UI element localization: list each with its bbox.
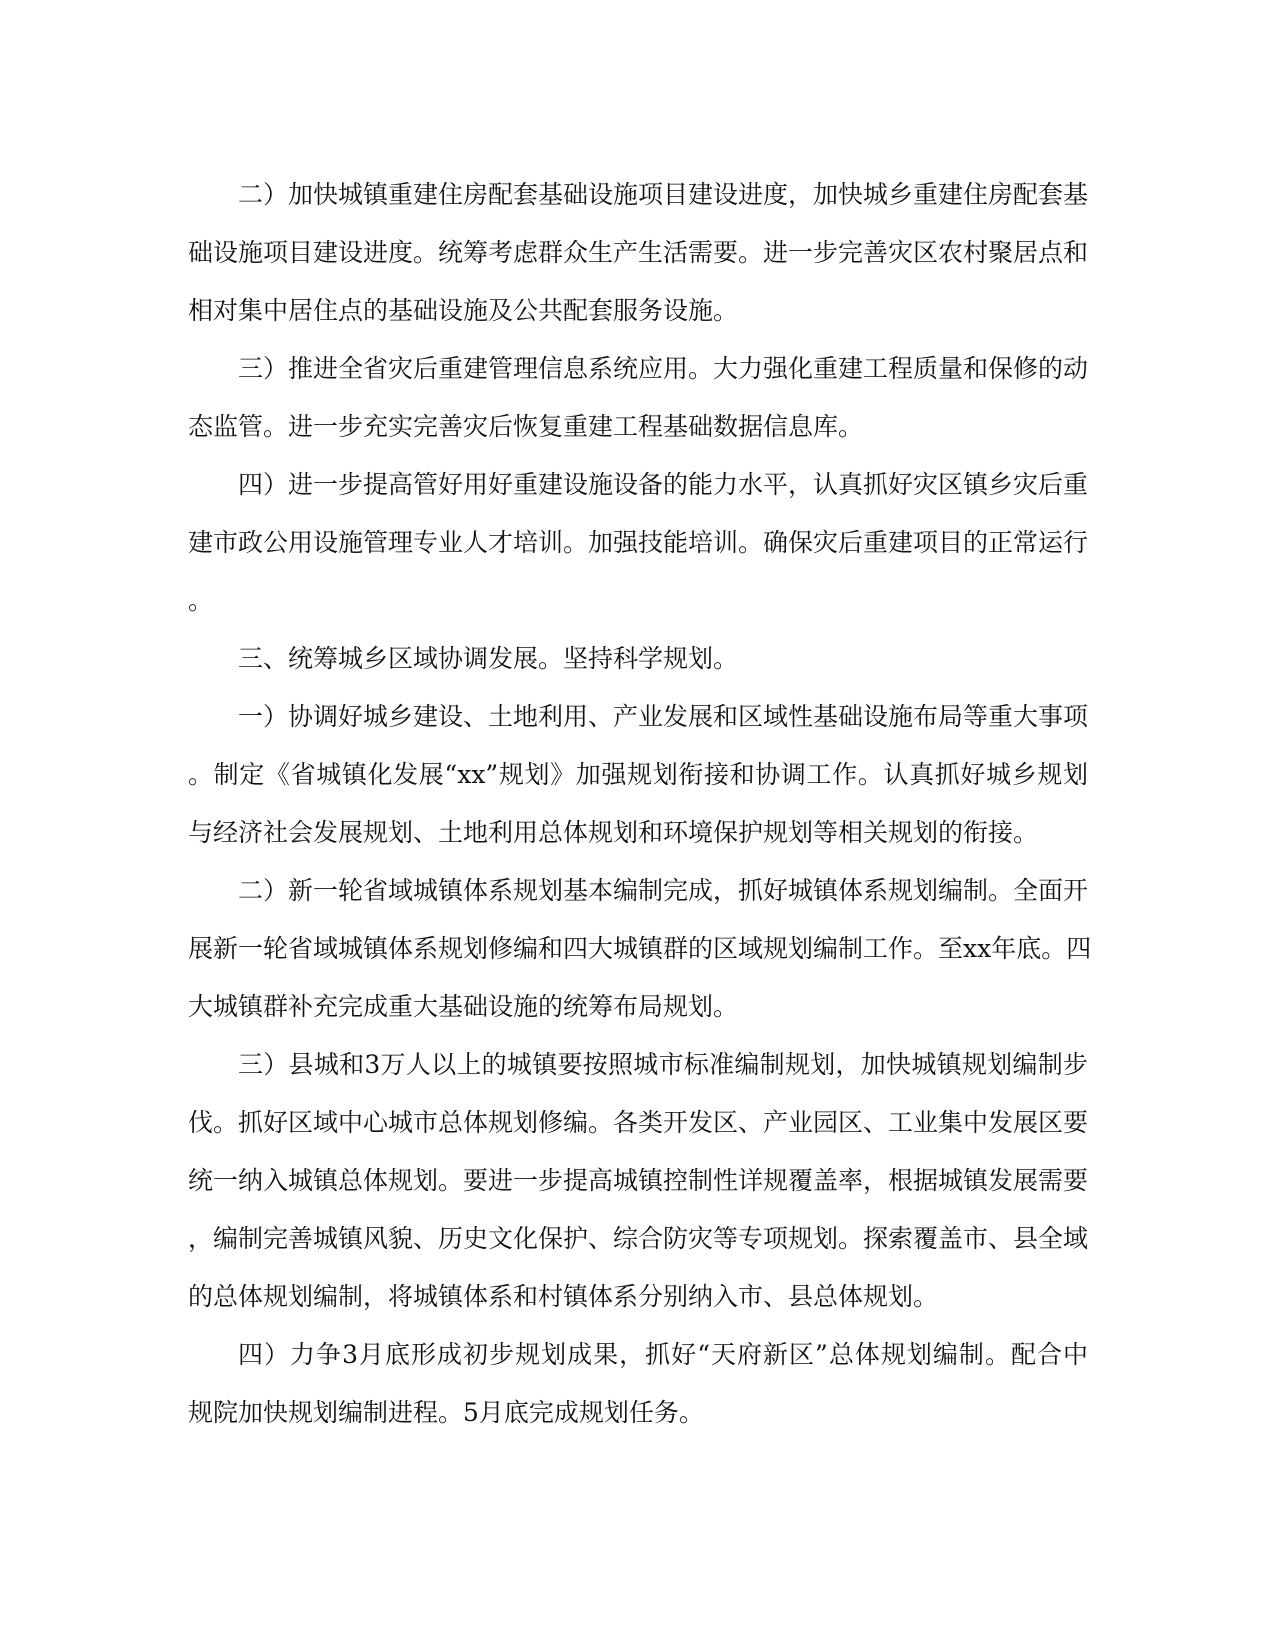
text-line: 相对集中居住点的基础设施及公共配套服务设施。 bbox=[188, 296, 739, 325]
text-line: 伐。抓好区域中心城市总体规划修编。各类开发区、产业园区、工业集中发展区要 bbox=[188, 1108, 1089, 1137]
paragraph-town-system-planning bbox=[188, 862, 1092, 1036]
text-line: 与经济社会发展规划、土地利用总体规划和环境保护规划等相关规划的衔接。 bbox=[188, 818, 1039, 847]
text-line: 。制定《省城镇化发展“xx”规划》加强规划衔接和协调工作。认真抓好城乡规划 bbox=[188, 760, 1088, 789]
text-line: 。 bbox=[188, 586, 214, 615]
text-line: 展新一轮省域城镇体系规划修编和四大城镇群的区域规划编制工作。至xx年底。四 bbox=[188, 934, 1092, 963]
text-line: 三、统筹城乡区域协调发展。坚持科学规划。 bbox=[238, 644, 739, 673]
text-line: 一）协调好城乡建设、土地利用、产业发展和区域性基础设施布局等重大事项 bbox=[238, 702, 1089, 731]
text-line: ，编制完善城镇风貌、历史文化保护、综合防灾等专项规划。探索覆盖市、县全域 bbox=[188, 1224, 1089, 1253]
paragraph-county-town-planning bbox=[188, 1036, 1088, 1326]
text-line: 三）推进全省灾后重建管理信息系统应用。大力强化重建工程质量和保修的动 bbox=[238, 354, 1089, 383]
text-line: 二）加快城镇重建住房配套基础设施项目建设进度，加快城乡重建住房配套基 bbox=[238, 180, 1089, 209]
text-line: 三）县城和3万人以上的城镇要按照城市标准编制规划，加快城镇规划编制步 bbox=[238, 1050, 1088, 1079]
text-line: 统一纳入城镇总体规划。要进一步提高城镇控制性详规覆盖率，根据城镇发展需要 bbox=[188, 1166, 1089, 1195]
paragraph-facility-capacity bbox=[188, 456, 1088, 630]
text-line: 础设施项目建设进度。统筹考虑群众生产生活需要。进一步完善灾区农村聚居点和 bbox=[188, 238, 1089, 267]
text-line: 建市政公用设施管理专业人才培训。加强技能培训。确保灾后重建项目的正常运行 bbox=[188, 528, 1089, 557]
text-line: 四）进一步提高管好用好重建设施设备的能力水平，认真抓好灾区镇乡灾后重 bbox=[238, 470, 1089, 499]
paragraph-planning-coordination bbox=[188, 688, 1088, 862]
text-line: 四）力争3月底形成初步规划成果，抓好“天府新区”总体规划编制。配合中 bbox=[238, 1340, 1088, 1369]
text-line: 规院加快规划编制进程。5月底完成规划任务。 bbox=[188, 1398, 704, 1427]
paragraph-tianfu-new-area-planning bbox=[188, 1326, 1088, 1442]
paragraph-management-system bbox=[188, 340, 1088, 456]
document-body bbox=[188, 166, 1092, 1442]
section-heading-urban-rural-coordination bbox=[188, 630, 1088, 688]
text-line: 大城镇群补充完成重大基础设施的统筹布局规划。 bbox=[188, 992, 739, 1021]
text-line: 态监管。进一步充实完善灾后恢复重建工程基础数据信息库。 bbox=[188, 412, 864, 441]
text-line: 二）新一轮省域城镇体系规划基本编制完成，抓好城镇体系规划编制。全面开 bbox=[238, 876, 1089, 905]
text-line: 的总体规划编制，将城镇体系和村镇体系分别纳入市、县总体规划。 bbox=[188, 1282, 939, 1311]
paragraph-reconstruction-infrastructure bbox=[188, 166, 1088, 340]
